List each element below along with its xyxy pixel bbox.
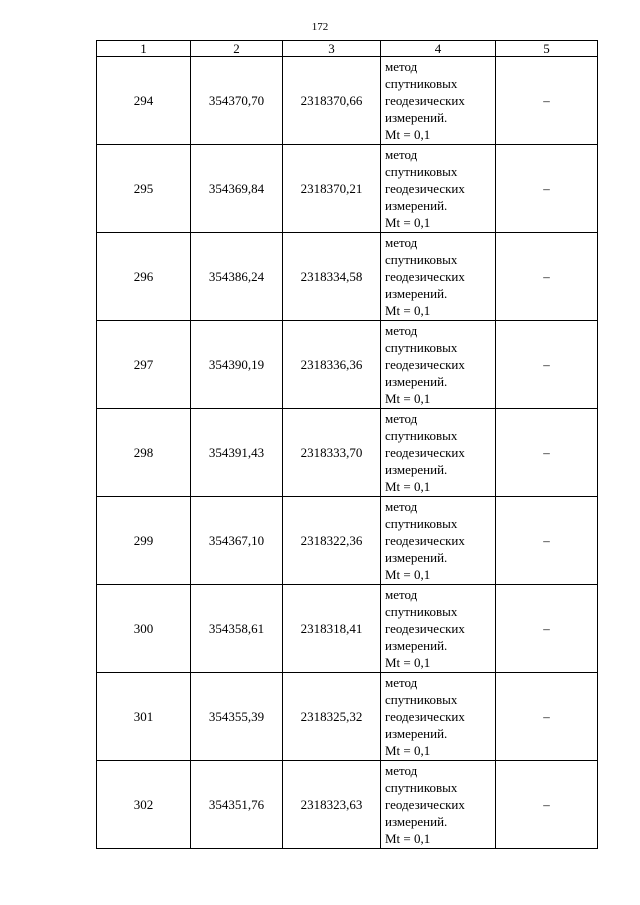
method-line: Mt = 0,1 xyxy=(385,215,431,230)
coordinate-x-cell: 354369,84 xyxy=(191,145,283,233)
table-row xyxy=(97,57,598,145)
point-number-cell: 295 xyxy=(97,145,191,233)
page-number: 172 xyxy=(311,21,329,33)
column-header-5: 5 xyxy=(496,41,598,57)
method-line: спутниковых xyxy=(385,428,458,443)
method-line: метод xyxy=(385,323,418,338)
method-line: измерений. xyxy=(385,198,448,213)
point-number-cell: 298 xyxy=(97,409,191,497)
note-cell: – xyxy=(496,761,598,849)
note-cell: – xyxy=(496,409,598,497)
method-line: метод xyxy=(385,59,418,74)
method-line: измерений. xyxy=(385,814,448,829)
method-line: геодезических xyxy=(385,797,465,812)
method-cell xyxy=(381,497,496,585)
method-line: метод xyxy=(385,499,418,514)
method-cell xyxy=(381,585,496,673)
coordinate-x-cell: 354391,43 xyxy=(191,409,283,497)
coordinate-y-cell: 2318370,21 xyxy=(283,145,381,233)
method-line: Mt = 0,1 xyxy=(385,655,431,670)
method-line: спутниковых xyxy=(385,692,458,707)
table-row xyxy=(97,233,598,321)
method-line: измерений. xyxy=(385,374,448,389)
method-line: геодезических xyxy=(385,533,465,548)
method-cell xyxy=(381,57,496,145)
coordinate-y-cell: 2318325,32 xyxy=(283,673,381,761)
coordinate-x-cell: 354386,24 xyxy=(191,233,283,321)
method-line: Mt = 0,1 xyxy=(385,391,431,406)
method-line: Mt = 0,1 xyxy=(385,567,431,582)
method-line: геодезических xyxy=(385,621,465,636)
method-line: Mt = 0,1 xyxy=(385,743,431,758)
method-line: метод xyxy=(385,235,418,250)
method-line: измерений. xyxy=(385,550,448,565)
note-cell: – xyxy=(496,585,598,673)
method-line: метод xyxy=(385,147,418,162)
coordinate-y-cell: 2318323,63 xyxy=(283,761,381,849)
table-row xyxy=(97,585,598,673)
method-cell xyxy=(381,233,496,321)
table-row xyxy=(97,409,598,497)
coordinate-x-cell: 354390,19 xyxy=(191,321,283,409)
method-line: геодезических xyxy=(385,445,465,460)
column-header-4: 4 xyxy=(381,41,496,57)
method-line: геодезических xyxy=(385,181,465,196)
point-number-cell: 302 xyxy=(97,761,191,849)
coordinate-x-cell: 354355,39 xyxy=(191,673,283,761)
coordinate-y-cell: 2318334,58 xyxy=(283,233,381,321)
note-cell: – xyxy=(496,145,598,233)
method-line: измерений. xyxy=(385,462,448,477)
method-cell xyxy=(381,321,496,409)
column-header-3: 3 xyxy=(283,41,381,57)
table-row xyxy=(97,321,598,409)
note-cell: – xyxy=(496,57,598,145)
point-number-cell: 299 xyxy=(97,497,191,585)
table-body xyxy=(97,57,598,849)
method-cell xyxy=(381,145,496,233)
method-line: измерений. xyxy=(385,286,448,301)
method-line: метод xyxy=(385,763,418,778)
method-line: измерений. xyxy=(385,726,448,741)
method-line: Mt = 0,1 xyxy=(385,303,431,318)
table-row xyxy=(97,673,598,761)
method-line: измерений. xyxy=(385,638,448,653)
method-line: Mt = 0,1 xyxy=(385,127,431,142)
method-line: спутниковых xyxy=(385,516,458,531)
coordinate-y-cell: 2318370,66 xyxy=(283,57,381,145)
method-line: спутниковых xyxy=(385,604,458,619)
method-line: геодезических xyxy=(385,93,465,108)
method-line: геодезических xyxy=(385,269,465,284)
method-line: Mt = 0,1 xyxy=(385,831,431,846)
method-line: Mt = 0,1 xyxy=(385,479,431,494)
column-header-2: 2 xyxy=(191,41,283,57)
note-cell: – xyxy=(496,673,598,761)
method-line: геодезических xyxy=(385,357,465,372)
coordinates-table xyxy=(96,40,598,849)
method-line: метод xyxy=(385,411,418,426)
method-cell xyxy=(381,761,496,849)
method-line: спутниковых xyxy=(385,76,458,91)
coordinate-x-cell: 354351,76 xyxy=(191,761,283,849)
method-line: спутниковых xyxy=(385,780,458,795)
method-line: метод xyxy=(385,587,418,602)
coordinate-y-cell: 2318333,70 xyxy=(283,409,381,497)
method-line: спутниковых xyxy=(385,164,458,179)
coordinate-x-cell: 354370,70 xyxy=(191,57,283,145)
point-number-cell: 296 xyxy=(97,233,191,321)
method-line: геодезических xyxy=(385,709,465,724)
method-cell xyxy=(381,409,496,497)
method-line: метод xyxy=(385,675,418,690)
method-line: спутниковых xyxy=(385,340,458,355)
note-cell: – xyxy=(496,233,598,321)
coordinate-x-cell: 354358,61 xyxy=(191,585,283,673)
coordinate-y-cell: 2318336,36 xyxy=(283,321,381,409)
point-number-cell: 294 xyxy=(97,57,191,145)
method-cell xyxy=(381,673,496,761)
column-header-1: 1 xyxy=(97,41,191,57)
table-row xyxy=(97,145,598,233)
table-header-row xyxy=(97,41,598,57)
point-number-cell: 301 xyxy=(97,673,191,761)
coordinate-y-cell: 2318318,41 xyxy=(283,585,381,673)
table-row xyxy=(97,497,598,585)
method-line: спутниковых xyxy=(385,252,458,267)
method-line: измерений. xyxy=(385,110,448,125)
point-number-cell: 297 xyxy=(97,321,191,409)
coordinate-y-cell: 2318322,36 xyxy=(283,497,381,585)
coordinate-x-cell: 354367,10 xyxy=(191,497,283,585)
table-row xyxy=(97,761,598,849)
note-cell: – xyxy=(496,497,598,585)
point-number-cell: 300 xyxy=(97,585,191,673)
note-cell: – xyxy=(496,321,598,409)
